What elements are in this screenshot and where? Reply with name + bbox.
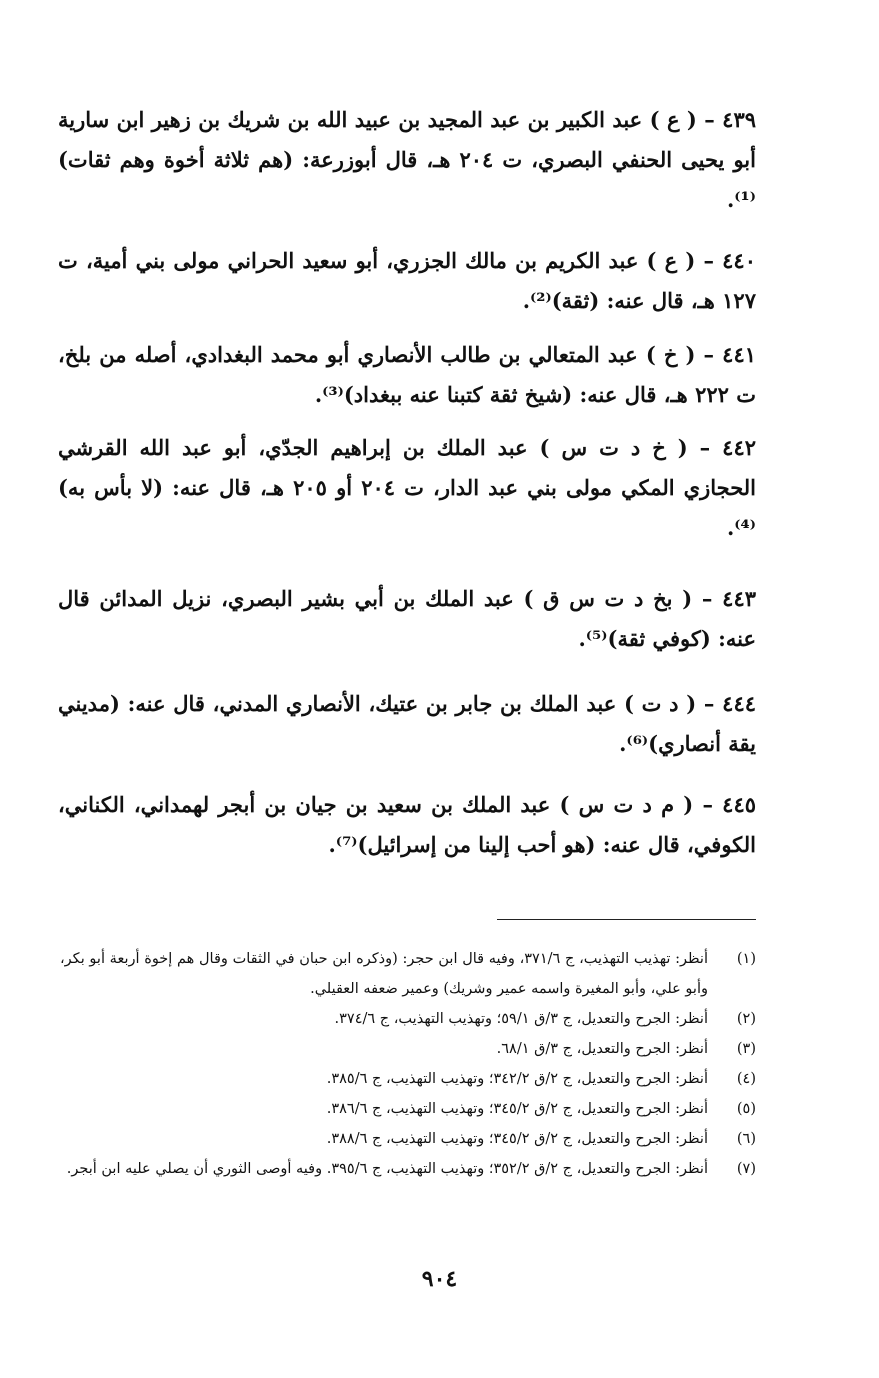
entry-number: ٤٤٤ bbox=[722, 691, 757, 716]
footnote-text: أنظر: الجرح والتعديل، ج ٣/ق ٥٩/١؛ وتهذيب التهذيب، ج ٣٧٤/٦. bbox=[334, 1011, 708, 1027]
footnote-marker: (٦) bbox=[736, 1131, 756, 1147]
entry-text: – ( خ د ت س ) عبد الملك بن إبراهيم الجدّي، أبو عبد الله القرشي الحجازي المكي مولى بني عبد الدار، ت ٢٠٤ أو ٢٠٥ هـ، قال عنه: (لا بأس به)⁽⁴⁾. bbox=[58, 435, 757, 540]
entry-text: – ( بخ د ت س ق ) عبد الملك بن أبي بشير البصري، نزيل المدائن قال عنه: (كوفي ثقة)⁽⁵⁾. bbox=[58, 586, 756, 651]
page-number: ٩٠٤ bbox=[421, 1266, 458, 1292]
footnote-2 bbox=[60, 1004, 756, 1034]
footnote-marker: (٤) bbox=[736, 1071, 756, 1087]
footnote-marker: (٣) bbox=[736, 1041, 756, 1057]
footnote-text: أنظر: الجرح والتعديل، ج ٢/ق ٣٥٢/٢؛ وتهذيب التهذيب، ج ٣٩٥/٦. وفيه أوصى الثوري أن يصلي عليه ابن أبجر. bbox=[66, 1161, 708, 1177]
footnote-6 bbox=[60, 1124, 756, 1154]
footnote-text: أنظر: الجرح والتعديل، ج ٣/ق ٦٨/١. bbox=[496, 1041, 708, 1057]
entry-text: – ( خ ) عبد المتعالي بن طالب الأنصاري أبو محمد البغدادي، أصله من بلخ، ت ٢٢٢ هـ، قال عنه: (شيخ ثقة كتبنا عنه ببغداد)⁽³⁾. bbox=[58, 342, 756, 407]
footnote-separator bbox=[497, 919, 756, 920]
footnotes bbox=[60, 944, 756, 1184]
entry-text: – ( ع ) عبد الكريم بن مالك الجزري، أبو سعيد الحراني مولى بني أمية، ت ١٢٧ هـ، قال عنه: (ثقة)⁽²⁾. bbox=[58, 248, 756, 313]
footnote-7 bbox=[60, 1154, 756, 1184]
footnote-marker: (٢) bbox=[736, 1011, 756, 1027]
footnote-5 bbox=[60, 1094, 756, 1124]
footnote-marker: (١) bbox=[736, 951, 756, 967]
footnote-4 bbox=[60, 1064, 756, 1094]
entry-number: ٤٤٣ bbox=[722, 586, 757, 611]
footnote-text: أنظر: تهذيب التهذيب، ج ٣٧١/٦، وفيه قال ابن حجر: (وذكره ابن حبان في الثقات وقال هم إخوة أربعة أبو بكر، وأبو علي، وأبو المغيرة واسمه عمير وشريك) وعمير ضعفه العقيلي. bbox=[60, 951, 708, 997]
entry-number: ٤٤٠ bbox=[722, 248, 756, 273]
entry-number: ٤٣٩ bbox=[722, 107, 757, 132]
footnote-text: أنظر: الجرح والتعديل، ج ٢/ق ٣٤٢/٢؛ وتهذيب التهذيب، ج ٣٨٥/٦. bbox=[326, 1071, 708, 1087]
entry-number: ٤٤٥ bbox=[722, 792, 757, 817]
footnote-text: أنظر: الجرح والتعديل، ج ٢/ق ٣٤٥/٢؛ وتهذيب التهذيب، ج ٣٨٦/٦. bbox=[326, 1101, 708, 1117]
entry-443 bbox=[58, 579, 756, 659]
entry-444 bbox=[58, 684, 756, 764]
entry-441 bbox=[58, 335, 756, 415]
entry-number: ٤٤١ bbox=[722, 342, 757, 367]
footnote-3 bbox=[60, 1034, 756, 1064]
entry-445 bbox=[58, 785, 756, 865]
footnote-1 bbox=[60, 944, 756, 1004]
entry-text: – ( ع ) عبد الكبير بن عبد المجيد بن عبيد الله بن شريك بن زهير ابن سارية أبو يحيى الحنفي البصري، ت ٢٠٤ هـ، قال أبوزرعة: (هم ثلاثة أخوة وهم ثقات)⁽¹⁾. bbox=[58, 107, 756, 212]
entry-440 bbox=[58, 241, 756, 321]
footnote-text: أنظر: الجرح والتعديل، ج ٢/ق ٣٤٥/٢؛ وتهذيب التهذيب، ج ٣٨٨/٦. bbox=[326, 1131, 708, 1147]
entry-439 bbox=[58, 100, 756, 220]
entry-442 bbox=[58, 428, 756, 548]
entry-text: – ( د ت ) عبد الملك بن جابر بن عتيك، الأنصاري المدني، قال عنه: (مديني يقة أنصاري)⁽⁶⁾. bbox=[58, 691, 756, 756]
footnote-marker: (٧) bbox=[736, 1161, 756, 1177]
footnote-marker: (٥) bbox=[736, 1101, 756, 1117]
entry-number: ٤٤٢ bbox=[722, 435, 757, 460]
entry-text: – ( م د ت س ) عبد الملك بن سعيد بن جيان بن أبجر لهمداني، الكناني، الكوفي، قال عنه: (هو أحب إلينا من إسرائيل)⁽⁷⁾. bbox=[58, 792, 756, 857]
